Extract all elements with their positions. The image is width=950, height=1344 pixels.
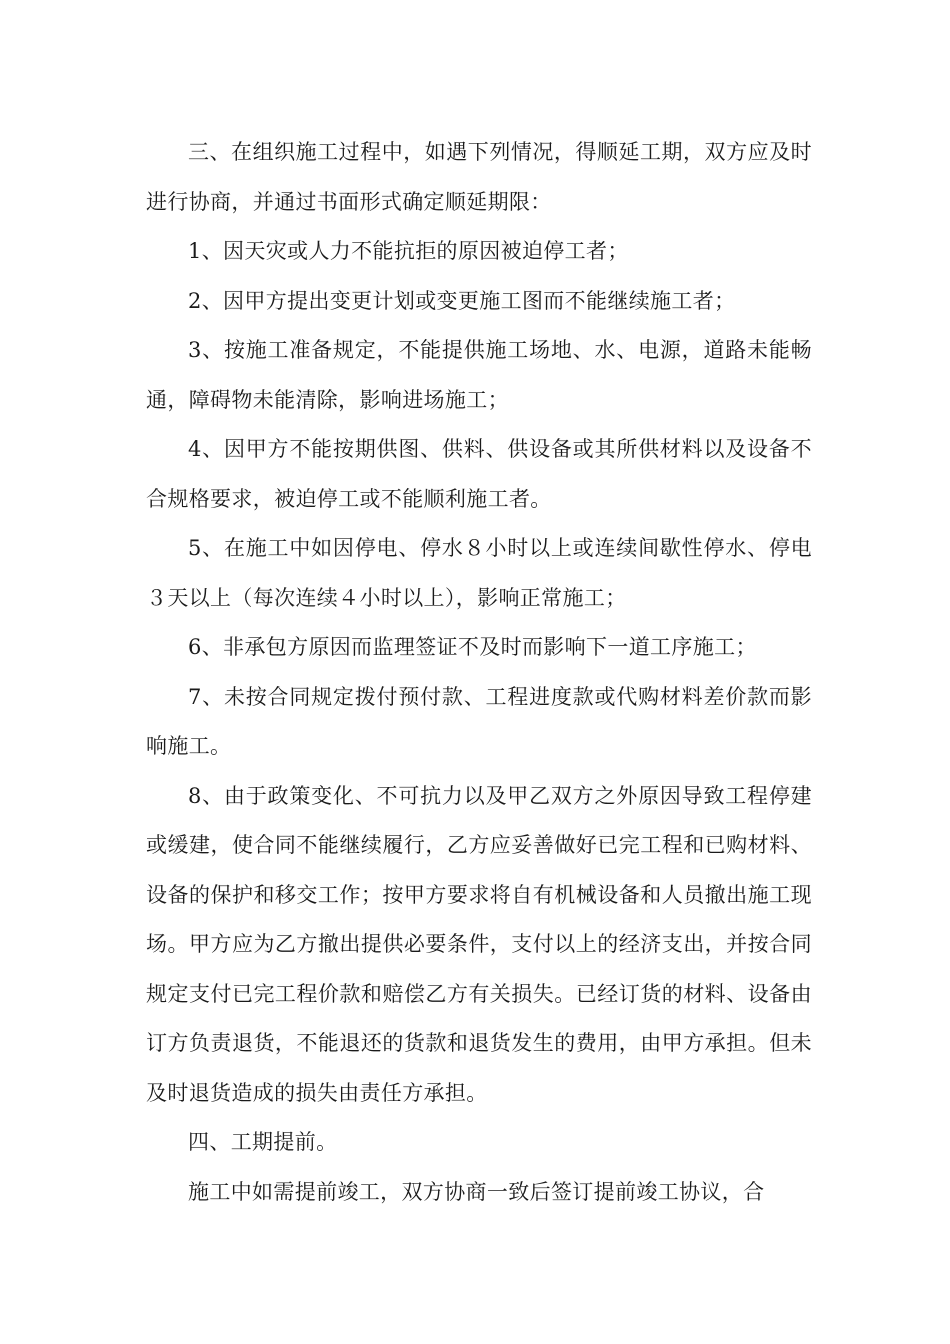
- paragraph-item-5: 5、在施工中如因停电、停水８小时以上或连续间歇性停水、停电３天以上（每次连续４小时以上），影响正常施工；: [146, 536, 812, 610]
- section-heading-clause-four: 四、工期提前。: [188, 1130, 338, 1154]
- paragraph-early-completion: 施工中如需提前竣工，双方协商一致后签订提前竣工协议，合: [188, 1179, 765, 1204]
- paragraph-item-1: 1、因天灾或人力不能抗拒的原因被迫停工者；: [188, 239, 629, 263]
- paragraph-item-7: 7、未按合同规定拨付预付款、工程进度款或代购材料差价款而影响施工。: [146, 684, 812, 758]
- paragraph-item-4: 4、因甲方不能按期供图、供料、供设备或其所供材料以及设备不合规格要求，被迫停工或不能顺利施工者。: [146, 437, 812, 511]
- document-body: [146, 128, 812, 1217]
- paragraph-item-2: 2、因甲方提出变更计划或变更施工图而不能继续施工者；: [188, 288, 736, 313]
- paragraph-item-8: 8、由于政策变化、不可抗力以及甲乙双方之外原因导致工程停建或缓建，使合同不能继续履行，乙方应妥善做好已完工程和已购材料、设备的保护和移交工作；按甲方要求将自有机械设备和人员撤出施工现场。甲方应为乙方撤出提供必要条件，支付以上的经济支出，并按合同规定支付已完工程价款和赔偿乙方有关损失。已经订货的材料、设备由订方负责退货，不能退还的货款和退货发生的费用，由甲方承担。但未及时退货造成的损失由责任方承担。: [146, 783, 812, 1105]
- paragraph-clause-three: 三、在组织施工过程中，如遇下列情况，得顺延工期，双方应及时进行协商，并通过书面形式确定顺延期限：: [146, 140, 812, 214]
- paragraph-item-6: 6、非承包方原因而监理签证不及时而影响下一道工序施工；: [188, 635, 757, 659]
- paragraph-item-3: 3、按施工准备规定，不能提供施工场地、水、电源，道路未能畅通，障碍物未能清除，影响进场施工；: [146, 338, 812, 412]
